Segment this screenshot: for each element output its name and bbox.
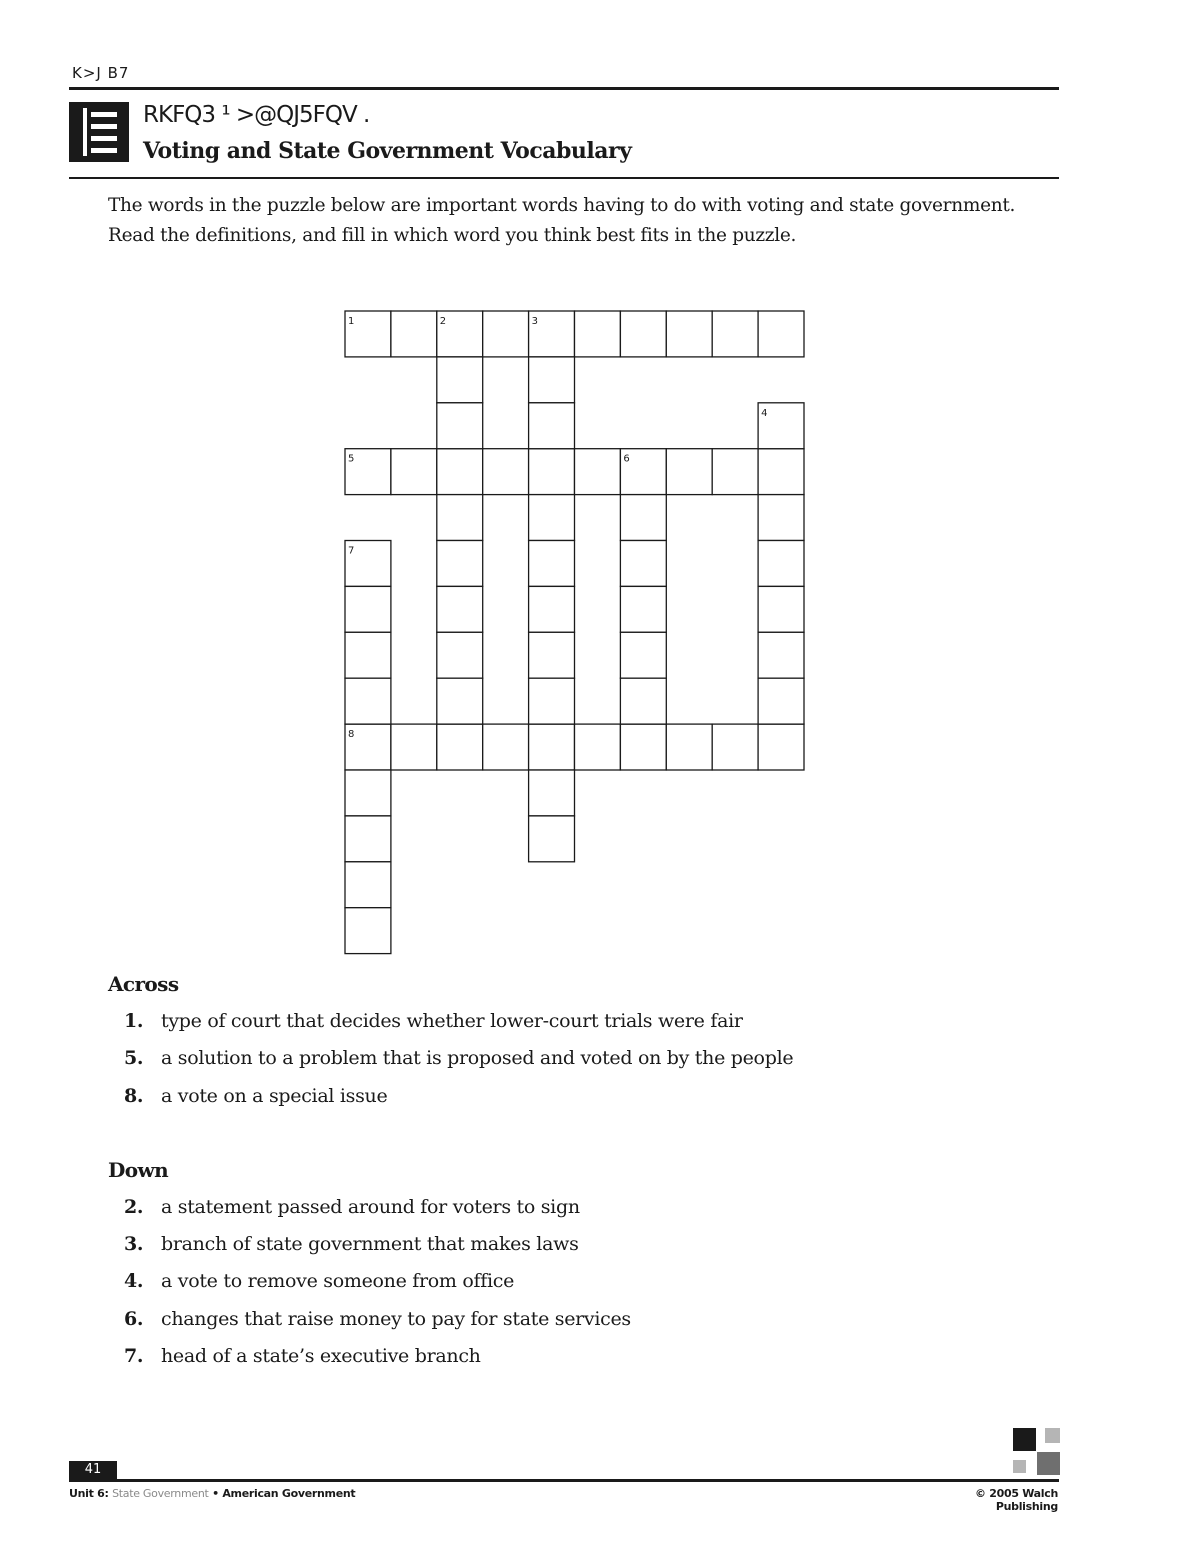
crossword-cell[interactable]: [345, 908, 391, 954]
crossword-clue-number: 5: [348, 453, 355, 465]
decorative-square: [1045, 1428, 1060, 1443]
crossword-clue-number: 3: [531, 316, 538, 327]
crossword-cell[interactable]: [666, 724, 712, 770]
crossword-cell[interactable]: [529, 678, 575, 724]
crossword-cell[interactable]: [437, 724, 483, 770]
clue-number: 6.: [124, 1308, 144, 1330]
clue-text: head of a state’s executive branch: [161, 1345, 481, 1367]
clue-text: type of court that decides whether lower-court trials were fair: [161, 1010, 743, 1032]
crossword-cell[interactable]: [712, 449, 758, 495]
crossword-cell[interactable]: [758, 724, 804, 770]
clue-text: a vote to remove someone from office: [161, 1270, 515, 1292]
clue-text: a solution to a problem that is proposed and voted on by the people: [161, 1047, 794, 1069]
clue-text: changes that raise money to pay for state services: [161, 1308, 631, 1330]
crossword-cell[interactable]: [758, 678, 804, 724]
crossword-cell[interactable]: [666, 311, 712, 357]
crossword-cell[interactable]: [391, 449, 437, 495]
clue-text: a vote on a special issue: [161, 1085, 388, 1107]
clue-number: 2.: [124, 1196, 144, 1218]
clue-number: 5.: [124, 1047, 144, 1069]
decorative-square: [1037, 1452, 1060, 1475]
crossword-clue-number: 2: [439, 316, 447, 327]
crossword-clue-number: 8: [348, 729, 355, 741]
crossword-cell[interactable]: [483, 724, 529, 770]
section-heading: RKFQ3 ¹ >@QJ5FQV .: [143, 102, 370, 128]
clue-number: 1.: [124, 1010, 144, 1032]
footer-unit-title: State Government: [112, 1487, 209, 1500]
footer-unit: Unit 6:: [69, 1487, 109, 1500]
crossword-clue-number: 6: [623, 453, 630, 465]
crossword-cell[interactable]: [620, 678, 666, 724]
footer-bullet: •: [212, 1487, 219, 1500]
crossword-cell[interactable]: [529, 449, 575, 495]
crossword-cell[interactable]: [345, 770, 391, 816]
crossword-cell[interactable]: [437, 586, 483, 632]
page-number: 41: [84, 1462, 102, 1477]
crossword-cell[interactable]: [758, 541, 804, 587]
crossword-cell[interactable]: [529, 495, 575, 541]
clue-number: 8.: [124, 1085, 144, 1107]
crossword-cell[interactable]: [758, 311, 804, 357]
crossword-cell[interactable]: [529, 586, 575, 632]
footer-book: American Government: [222, 1487, 356, 1500]
crossword-cell[interactable]: [620, 586, 666, 632]
crossword-cell[interactable]: [529, 724, 575, 770]
crossword-cell[interactable]: [758, 449, 804, 495]
crossword-cell[interactable]: [575, 724, 621, 770]
crossword-clue-number: 4: [761, 407, 768, 419]
crossword-cell[interactable]: [437, 403, 483, 449]
crossword-clue-number: 7: [348, 545, 355, 557]
crossword-cell[interactable]: [529, 403, 575, 449]
crossword-cell[interactable]: [345, 862, 391, 908]
crossword-cell[interactable]: [529, 541, 575, 587]
crossword-cell[interactable]: [345, 586, 391, 632]
crossword-cell[interactable]: [391, 724, 437, 770]
crossword-cell[interactable]: [437, 495, 483, 541]
crossword-cell[interactable]: [620, 632, 666, 678]
intro-line-1: The words in the puzzle below are important words having to do with voting and state government.: [108, 195, 1016, 216]
crossword-cell[interactable]: [437, 541, 483, 587]
footer-left: [69, 1487, 355, 1500]
clue-text: branch of state government that makes laws: [161, 1233, 579, 1255]
crossword-cell[interactable]: [620, 311, 666, 357]
clue-number: 7.: [124, 1345, 144, 1367]
crossword-cell[interactable]: [575, 311, 621, 357]
crossword-cell[interactable]: [620, 724, 666, 770]
crossword-cell[interactable]: [437, 449, 483, 495]
crossword-cell[interactable]: [437, 678, 483, 724]
crossword-cell[interactable]: [483, 449, 529, 495]
crossword-cell[interactable]: [529, 632, 575, 678]
crossword-cell[interactable]: [575, 449, 621, 495]
decorative-square: [1013, 1428, 1036, 1451]
footer-rule: [69, 1479, 1059, 1482]
crossword-cell[interactable]: [529, 816, 575, 862]
footer-copyright: © 2005 Walch Publishing: [975, 1487, 1058, 1513]
clue-text: a statement passed around for voters to sign: [161, 1196, 580, 1218]
crossword-cell[interactable]: [712, 724, 758, 770]
decorative-square: [1013, 1460, 1026, 1473]
crossword-cell[interactable]: [620, 541, 666, 587]
crossword-cell[interactable]: [437, 632, 483, 678]
crossword-cell[interactable]: [620, 495, 666, 541]
crossword-cell[interactable]: [666, 449, 712, 495]
crossword-cell[interactable]: [483, 311, 529, 357]
crossword-cell[interactable]: [712, 311, 758, 357]
across-heading: Across: [108, 972, 179, 996]
page-title: Voting and State Government Vocabulary: [143, 138, 632, 164]
crossword-cell[interactable]: [529, 357, 575, 403]
crossword-cell[interactable]: [345, 816, 391, 862]
crossword-cell[interactable]: [758, 632, 804, 678]
crossword-cell[interactable]: [345, 678, 391, 724]
down-heading: Down: [108, 1158, 169, 1182]
running-header-label: K>J B7: [72, 64, 130, 82]
crossword-clue-number: 1: [348, 316, 355, 327]
crossword-cell[interactable]: [345, 632, 391, 678]
crossword-cell[interactable]: [758, 495, 804, 541]
crossword-cell[interactable]: [529, 770, 575, 816]
crossword-cell[interactable]: [758, 586, 804, 632]
intro-line-2: Read the definitions, and fill in which word you think best fits in the puzzle.: [108, 225, 797, 246]
crossword-cell[interactable]: [437, 357, 483, 403]
clue-number: 4.: [124, 1270, 144, 1292]
clue-number: 3.: [124, 1233, 144, 1255]
crossword-cell[interactable]: [391, 311, 437, 357]
